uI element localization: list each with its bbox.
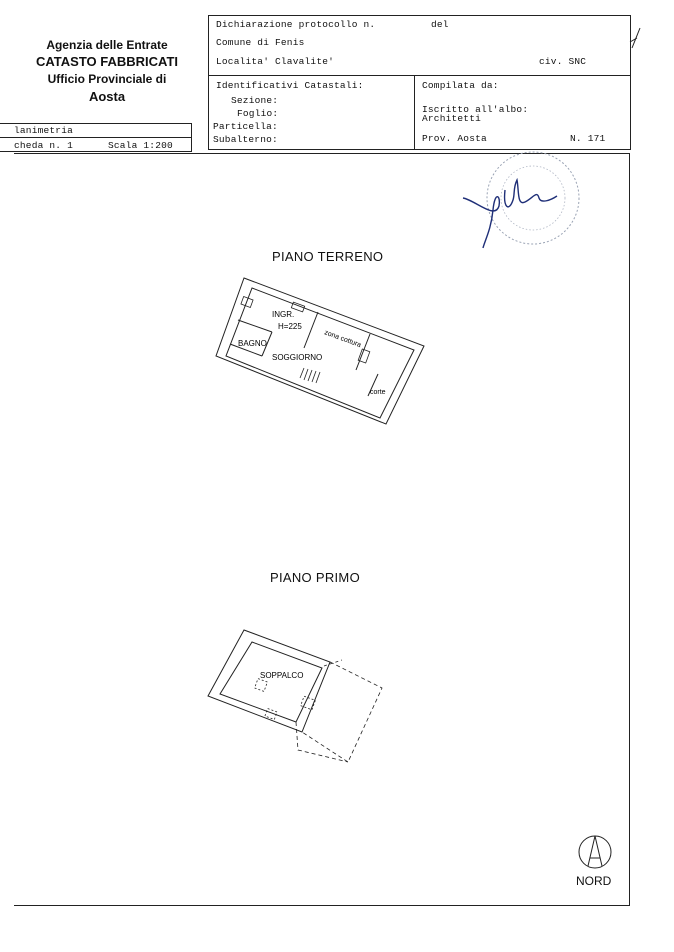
first-floor-title: PIANO PRIMO (270, 570, 360, 585)
ground-floor-title: PIANO TERRENO (272, 249, 384, 264)
localita-label: Localita' Clavalite' (216, 56, 335, 67)
room-ingresso: INGR. (272, 310, 295, 319)
ufficio-provinciale: Ufficio Provinciale di (47, 72, 167, 86)
ufficio-city: Aosta (88, 89, 126, 104)
numero-iscrizione: N. 171 (570, 133, 606, 144)
room-soppalco: SOPPALCO (260, 671, 304, 680)
north-label: NORD (576, 874, 612, 888)
first-floor-plan (198, 622, 398, 772)
corner-mark (628, 26, 644, 52)
subalterno-label: Subalterno: (213, 134, 278, 145)
architetti-label: Architetti (422, 113, 482, 124)
room-bagno: BAGNO (238, 339, 267, 348)
civico-label: civ. SNC (539, 56, 587, 67)
drawing-frame (14, 153, 630, 906)
agency-name: Agenzia delle Entrate (46, 38, 168, 52)
room-soggiorno: SOGGIORNO (272, 353, 323, 362)
compilata-label: Compilata da: (422, 80, 499, 91)
scheda-label: cheda n. 1 (14, 140, 74, 151)
declaration-label: Dichiarazione protocollo n. (216, 19, 376, 30)
scala-label: Scala 1:200 (108, 140, 173, 151)
ceiling-height: H=225 (278, 322, 302, 331)
comune-label: Comune di Fenis (216, 37, 305, 48)
provincia-label: Prov. Aosta (422, 133, 487, 144)
catasto-fabbricati: CATASTO FABBRICATI (35, 54, 179, 69)
del-label: del (431, 19, 449, 30)
professional-stamp (455, 150, 595, 255)
identificativi-label: Identificativi Catastali: (216, 80, 364, 91)
ground-floor-plan (200, 272, 430, 432)
iscritto-label: Iscritto all'albo: (422, 104, 529, 115)
area-corte: corte (370, 389, 386, 396)
planimetria-box (0, 123, 192, 152)
particella-label: Particella: (213, 121, 278, 132)
header-box (208, 15, 631, 150)
foglio-label: Foglio: (237, 108, 279, 119)
north-arrow-icon (575, 832, 615, 872)
sezione-label: Sezione: (231, 95, 279, 106)
room-zona-cottura: zona cottura (323, 329, 362, 350)
planimetria-label: lanimetria (14, 125, 74, 136)
